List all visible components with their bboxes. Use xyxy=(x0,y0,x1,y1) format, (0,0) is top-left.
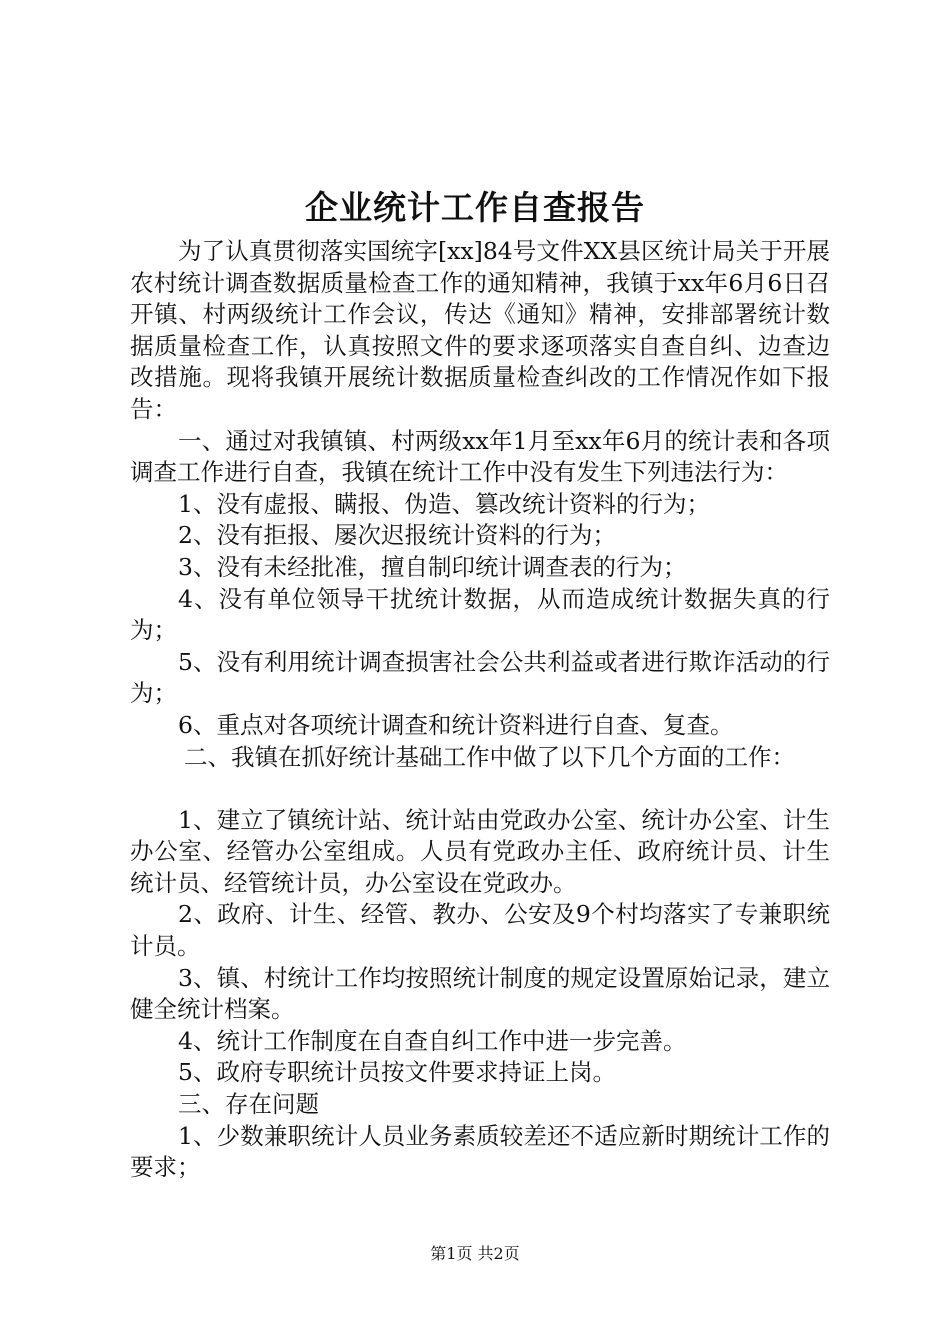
list-item: 1、建立了镇统计站、统计站由党政办公室、统计办公室、计生办公室、经管办公室组成。人员有党政办主任、政府统计员、计生统计员、经管统计员，办公室设在党政办。 xyxy=(130,805,830,897)
blank-line xyxy=(130,773,830,805)
list-item: 2、没有拒报、屡次迟报统计资料的行为； xyxy=(178,521,616,550)
document-title: 企业统计工作自查报告 xyxy=(305,188,645,227)
list-item: 5、政府专职统计员按文件要求持证上岗。 xyxy=(178,1058,616,1087)
document-body xyxy=(130,236,830,1184)
list-item: 4、没有单位领导干扰统计数据，从而造成统计数据失真的行为； xyxy=(130,584,830,645)
list-item: 1、少数兼职统计人员业务素质较差还不适应新时期统计工作的要求； xyxy=(130,1121,830,1182)
list-item: 3、镇、村统计工作均按照统计制度的规定设置原始记录，建立健全统计档案。 xyxy=(130,963,830,1024)
page-number-footer: 第1页 共2页 xyxy=(430,1244,520,1263)
section-one-heading: 一、通过对我镇镇、村两级xx年1月至xx年6月的统计表和各项调查工作进行自查，我镇在统计工作中没有发生下列违法行为： xyxy=(130,426,830,487)
list-item: 1、没有虚报、瞒报、伪造、篡改统计资料的行为； xyxy=(178,489,710,518)
list-item: 4、统计工作制度在自查自纠工作中进一步完善。 xyxy=(178,1026,687,1055)
list-item: 3、没有未经批准，擅自制印统计调查表的行为； xyxy=(178,552,687,581)
section-two-heading: 二、我镇在抓好统计基础工作中做了以下几个方面的工作： xyxy=(184,742,795,771)
list-item: 5、没有利用统计调查损害社会公共利益或者进行欺诈活动的行为； xyxy=(130,647,830,708)
list-item: 2、政府、计生、经管、教办、公安及9个村均落实了专兼职统计员。 xyxy=(130,900,830,961)
list-item: 6、重点对各项统计调查和统计资料进行自查、复查。 xyxy=(178,710,734,739)
intro-paragraph: 为了认真贯彻落实国统字[xx]84号文件XX县区统计局关于开展农村统计调查数据质量检查工作的通知精神，我镇于xx年6月6日召开镇、村两级统计工作会议，传达《通知》精神，安排部署统计数据质量检查工作，认真按照文件的要求逐项落实自查自纠、边查边改措施。现将我镇开展统计数据质量检查纠改的工作情况作如下报告： xyxy=(130,237,830,423)
section-three-heading: 三、存在问题 xyxy=(178,1090,319,1119)
